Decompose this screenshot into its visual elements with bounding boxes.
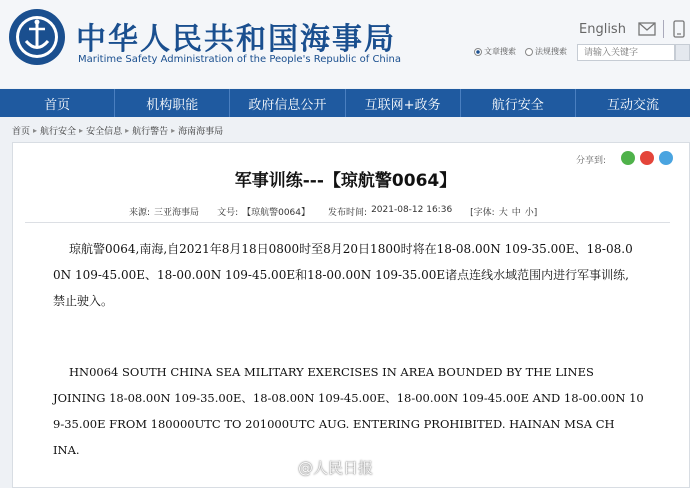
breadcrumb-item[interactable]: 首页 [12, 127, 31, 137]
font-small-button[interactable]: 小] [524, 208, 538, 218]
site-header [0, 0, 690, 88]
font-large-button[interactable]: 大 [498, 208, 508, 218]
radio-selected-icon [474, 48, 482, 56]
title-divider [25, 222, 670, 223]
english-link[interactable]: English [579, 22, 626, 37]
breadcrumb-item[interactable]: 航行安全 [40, 127, 77, 137]
chevron-right-icon: ▸ [33, 126, 38, 135]
qq-icon[interactable] [659, 151, 673, 165]
doc-no-value: 【琼航警0064】 [242, 208, 311, 218]
search-option-regulations[interactable] [525, 46, 567, 57]
nav-item-gov-info[interactable]: 政府信息公开 [230, 89, 345, 117]
source-label: 来源: [129, 208, 151, 218]
nav-item-interaction[interactable]: 互动交流 [606, 97, 659, 113]
article-body-english [53, 359, 673, 463]
weibo-icon[interactable] [640, 151, 654, 165]
font-medium-button[interactable]: 中 [511, 208, 521, 218]
mail-icon[interactable] [638, 22, 656, 36]
header-separator [663, 20, 664, 38]
nav-item-functions[interactable]: 机构职能 [115, 89, 230, 117]
source-value: 三亚海事局 [154, 208, 200, 218]
nav-item-navigation-safety[interactable]: 航行安全 [461, 89, 576, 117]
msa-logo-icon[interactable] [8, 8, 66, 66]
radio-unselected-icon [525, 48, 533, 56]
site-title: 中华人民共和国海事局 [76, 22, 396, 57]
main-nav [0, 89, 690, 117]
breadcrumb [12, 124, 223, 137]
breadcrumb-item[interactable]: 安全信息 [86, 127, 123, 137]
search-input[interactable] [577, 44, 675, 61]
breadcrumb-item[interactable]: 海南海事局 [178, 127, 224, 137]
chevron-right-icon: ▸ [79, 126, 84, 135]
article-title: 军事训练---【琼航警0064】 [234, 171, 457, 191]
nav-item-home[interactable]: 首页 [0, 89, 115, 117]
search-option-articles[interactable] [474, 46, 516, 57]
body-line: INA. [53, 443, 80, 457]
doc-no-label: 文号: [217, 208, 239, 218]
body-line: 0N 109-45.00E、18-00.00N 109-45.00E和18-00.00N 109-35.00E诸点连线水域范围内进行军事训练, [53, 268, 629, 282]
site-subtitle: Maritime Safety Administration of the People's Republic of China [78, 54, 402, 65]
chevron-right-icon: ▸ [125, 126, 130, 135]
breadcrumb-item[interactable]: 航行警告 [132, 127, 169, 137]
date-value: 2021-08-12 16:36 [371, 205, 453, 215]
search-option-label: 法规搜索 [535, 47, 567, 56]
mobile-icon[interactable] [673, 20, 685, 38]
share-label: 分享到: [576, 156, 607, 166]
chevron-right-icon: ▸ [171, 126, 176, 135]
article-body-chinese [53, 236, 673, 314]
body-line: 禁止驶入。 [53, 294, 114, 308]
body-line: 琼航警0064,南海,自2021年8月18日0800时至8月20日1800时将在18-08.00N 109-35.00E、18-08.0 [69, 242, 633, 256]
article-meta [129, 205, 537, 218]
font-size-label: [字体: [470, 208, 495, 218]
search-option-label: 文章搜索 [484, 47, 516, 56]
body-line: JOINING 18-08.00N 109-35.00E、18-08.00N 109-45.00E、18-00.00N 109-45.00E AND 18-00.00N 10 [53, 391, 644, 405]
wechat-icon[interactable] [621, 151, 635, 165]
date-label: 发布时间: [328, 208, 368, 218]
watermark-text: @人民日报 [298, 459, 374, 477]
body-line: 9-35.00E FROM 180000UTC TO 201000UTC AUG. ENTERING PROHIBITED. HAINAN MSA CH [53, 417, 615, 431]
search-button[interactable] [675, 44, 690, 61]
article-panel [12, 142, 690, 488]
body-line: HN0064 SOUTH CHINA SEA MILITARY EXERCISES IN AREA BOUNDED BY THE LINES [69, 365, 594, 379]
nav-item-internet-gov[interactable]: 互联网+政务 [346, 89, 461, 117]
watermark [298, 457, 373, 478]
